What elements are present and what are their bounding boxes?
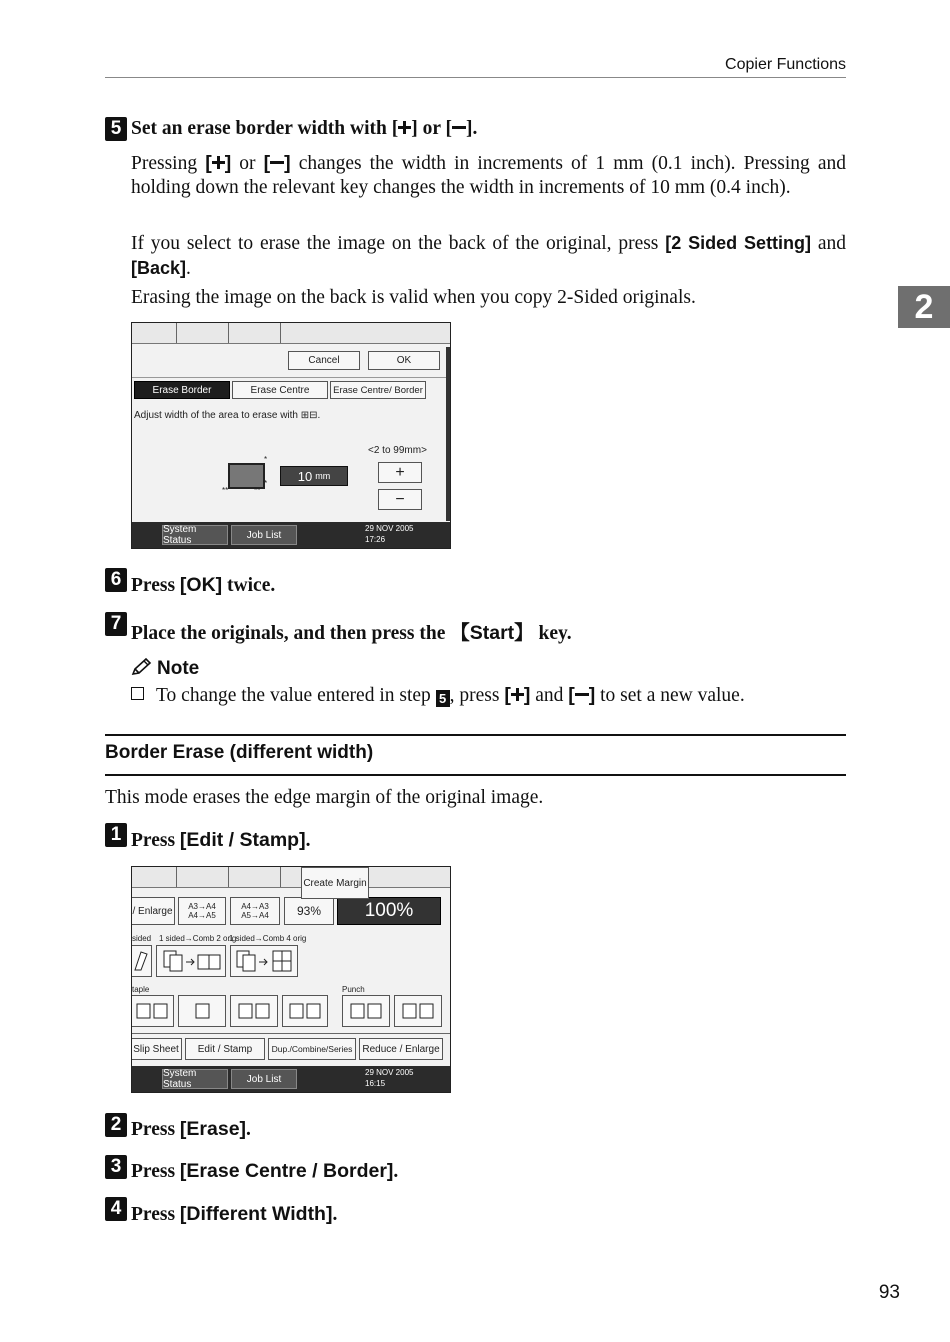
job-list-button[interactable]: Job List (231, 525, 297, 545)
instruction-text: Adjust width of the area to erase with ⊞⊟. (134, 410, 321, 421)
status-bar (132, 1066, 450, 1092)
step-4-heading (131, 1203, 337, 1226)
header-rule (105, 77, 846, 78)
section-rule-top (105, 734, 846, 736)
staple-label: taple (132, 985, 150, 994)
step-7-text-b: key. (533, 623, 572, 644)
sided-label: sided (132, 934, 152, 943)
minus-key-icon (575, 693, 589, 696)
ratio-label: A4→A3 (241, 902, 269, 911)
step-3-text-a: Press (131, 1161, 180, 1182)
chapter-tab: 2 (898, 286, 950, 328)
step-1-text-a: Press (131, 830, 180, 851)
checkbox-bullet-icon (131, 687, 144, 700)
ratio-a4-a3-button[interactable] (230, 897, 280, 925)
step-6-text-a: Press (131, 575, 180, 596)
cancel-button[interactable]: Cancel (288, 351, 360, 370)
note-title-text: Note (157, 658, 200, 679)
combine-4-button[interactable] (230, 945, 298, 977)
p1-text-c: changes the width in increments of 1 mm (0.1 inch). Pressing and holding down the relevant key changes the width in increments of 10 mm (0.4 inch). (131, 153, 847, 198)
system-status-button[interactable]: System Status (162, 1069, 228, 1089)
copier-main-screenshot (131, 866, 451, 1093)
note-text (131, 684, 745, 707)
plus-key-icon (398, 121, 411, 134)
key-start: 【Start】 (450, 622, 534, 644)
minus-key-icon (452, 126, 466, 129)
step-1-text-b: . (305, 830, 311, 851)
create-margin-button[interactable]: Create Margin (301, 867, 369, 899)
ratio-label: A4→A5 (188, 911, 216, 920)
tab-erase-centre[interactable]: Erase Centre (232, 381, 328, 399)
step-4-number: 4 (105, 1197, 127, 1221)
minus-key-bracket: [ ] (568, 684, 596, 706)
step-6-text-b: twice. (222, 575, 276, 596)
step-2-text-b: . (246, 1119, 251, 1140)
duplex-button[interactable] (131, 945, 152, 977)
step-5-heading (131, 118, 477, 140)
staple-option-button[interactable] (230, 995, 278, 1027)
top-tab (177, 323, 229, 343)
minus-button[interactable]: − (378, 489, 422, 510)
width-value-display (280, 466, 348, 486)
top-tab (229, 323, 281, 343)
step-3-number: 3 (105, 1155, 127, 1179)
combine-2-icon (160, 949, 222, 973)
staple-icon (184, 1001, 220, 1021)
key-erase-centre-border: [Erase Centre / Border] (179, 1160, 394, 1182)
dup-combine-series-tab[interactable]: Dup./Combine/Series (268, 1038, 356, 1060)
tab-erase-border[interactable]: Erase Border (134, 381, 230, 399)
asterisk-mark: ** (254, 486, 261, 495)
plus-key-icon (511, 688, 524, 701)
p2-text-c: . (186, 258, 191, 279)
top-tab (132, 323, 177, 343)
punch-label: Punch (342, 985, 365, 994)
note-text-a: To change the value entered in step (156, 685, 436, 706)
minus-key-bracket: [ ] (263, 152, 291, 174)
combine-4-icon (233, 949, 295, 973)
step-1-heading (131, 829, 310, 852)
range-text: <2 to 99mm> (368, 445, 427, 456)
comb2-label: 1 sided→Comb 2 orig (159, 934, 237, 943)
key-edit-stamp: [Edit / Stamp] (179, 829, 306, 851)
step-5-text-a: Set an erase border width with [ (131, 118, 399, 139)
top-tab (229, 867, 281, 887)
section-rule-bottom (105, 774, 846, 776)
p1-text-a: Pressing (131, 153, 206, 174)
staple-option-button[interactable] (282, 995, 328, 1027)
status-time: 17:26 (365, 535, 386, 544)
plus-key-bracket: [ ] (504, 684, 531, 706)
combine-2-button[interactable] (156, 945, 226, 977)
reduce-enlarge-tab[interactable]: Reduce / Enlarge (359, 1038, 443, 1060)
note-heading (131, 657, 199, 680)
step-5-number: 5 (105, 117, 127, 141)
step-5-text-c: ]. (466, 118, 478, 139)
comb4-label: 1 sided→Comb 4 orig (229, 934, 307, 943)
step-3-heading (131, 1160, 398, 1183)
enlarge-button[interactable]: / Enlarge (131, 897, 175, 925)
key-back: [Back] (131, 258, 187, 278)
note-text-b: , press (449, 685, 505, 706)
key-ok: [OK] (179, 574, 223, 596)
status-bar (132, 522, 450, 548)
plus-button[interactable]: + (378, 462, 422, 483)
p2-text-a: If you select to erase the image on the back of the original, press (131, 233, 666, 254)
key-erase: [Erase] (179, 1118, 247, 1140)
ratio-100-display[interactable]: 100% (337, 897, 441, 925)
step-6-heading (131, 574, 275, 597)
width-unit: mm (315, 471, 331, 481)
note-text-d: to set a new value. (595, 685, 745, 706)
asterisk-mark: ** (222, 486, 229, 495)
staple-option-button[interactable] (178, 995, 226, 1027)
step-7-heading (131, 617, 572, 645)
staple-icon (236, 1001, 272, 1021)
asterisk-mark: * (264, 479, 268, 488)
key-2-sided-setting: [2 Sided Setting] (665, 233, 812, 253)
p1-text-b: or (231, 153, 264, 174)
punch-icon (400, 1001, 436, 1021)
step-4-text-a: Press (131, 1204, 180, 1225)
step-7-text-a: Place the originals, and then press the (131, 623, 451, 644)
top-tab (177, 867, 229, 887)
punch-icon (348, 1001, 384, 1021)
punch-option-button[interactable] (342, 995, 390, 1027)
scroll-edge (446, 347, 450, 521)
tab-erase-centre-border[interactable]: Erase Centre/ Border (330, 381, 426, 399)
section-title: Border Erase (different width) (105, 742, 374, 763)
status-date: 29 NOV 2005 (365, 1068, 414, 1077)
asterisk-mark: * (264, 455, 268, 464)
system-status-button[interactable]: System Status (162, 525, 228, 545)
section-intro: This mode erases the edge margin of the original image. (105, 787, 544, 808)
erase-border-screenshot (131, 322, 451, 549)
step-4-text-b: . (332, 1204, 338, 1225)
step-6-number: 6 (105, 568, 127, 592)
staple-icon (287, 1001, 323, 1021)
step-7-number: 7 (105, 612, 127, 636)
divider (132, 1033, 450, 1034)
status-date: 29 NOV 2005 (365, 524, 414, 533)
staple-icon (134, 1001, 170, 1021)
slip-sheet-tab[interactable]: Slip Sheet (131, 1038, 182, 1060)
plus-key-icon (212, 156, 225, 169)
staple-option-button[interactable] (131, 995, 174, 1027)
step-5-paragraph-1 (131, 151, 846, 200)
top-tab (132, 867, 177, 887)
ratio-label: A5→A4 (241, 911, 269, 920)
step-2-heading (131, 1118, 251, 1141)
p2-text-b: and (811, 233, 846, 254)
minus-key-icon (270, 161, 284, 164)
step-2-number: 2 (105, 1113, 127, 1137)
ratio-label: A3→A4 (188, 902, 216, 911)
ratio-93-button[interactable]: 93% (284, 897, 334, 925)
width-value: 10 (297, 468, 313, 484)
duplex-icon (133, 950, 149, 972)
page-number: 93 (878, 1282, 900, 1303)
step-3-text-b: . (393, 1161, 399, 1182)
note-text-c: and (530, 685, 569, 706)
step-5-paragraph-2 (131, 231, 846, 281)
status-time: 16:15 (365, 1079, 386, 1088)
step-1-number: 1 (105, 823, 127, 847)
ok-button[interactable]: OK (368, 351, 440, 370)
step-5-text-b: ] or [ (411, 118, 453, 139)
step-2-text-a: Press (131, 1119, 180, 1140)
plus-key-bracket: [ ] (205, 152, 232, 174)
ratio-a3-a4-button[interactable] (178, 897, 226, 925)
edit-stamp-tab[interactable]: Edit / Stamp (185, 1038, 265, 1060)
step-ref-badge: 5 (436, 690, 450, 707)
step-5-paragraph-3: Erasing the image on the back is valid when you copy 2-Sided originals. (131, 287, 696, 308)
running-header: Copier Functions (725, 56, 846, 73)
pencil-icon (131, 657, 153, 677)
divider (132, 377, 450, 378)
job-list-button[interactable]: Job List (231, 1069, 297, 1089)
key-different-width: [Different Width] (179, 1203, 333, 1225)
punch-option-button[interactable] (394, 995, 442, 1027)
